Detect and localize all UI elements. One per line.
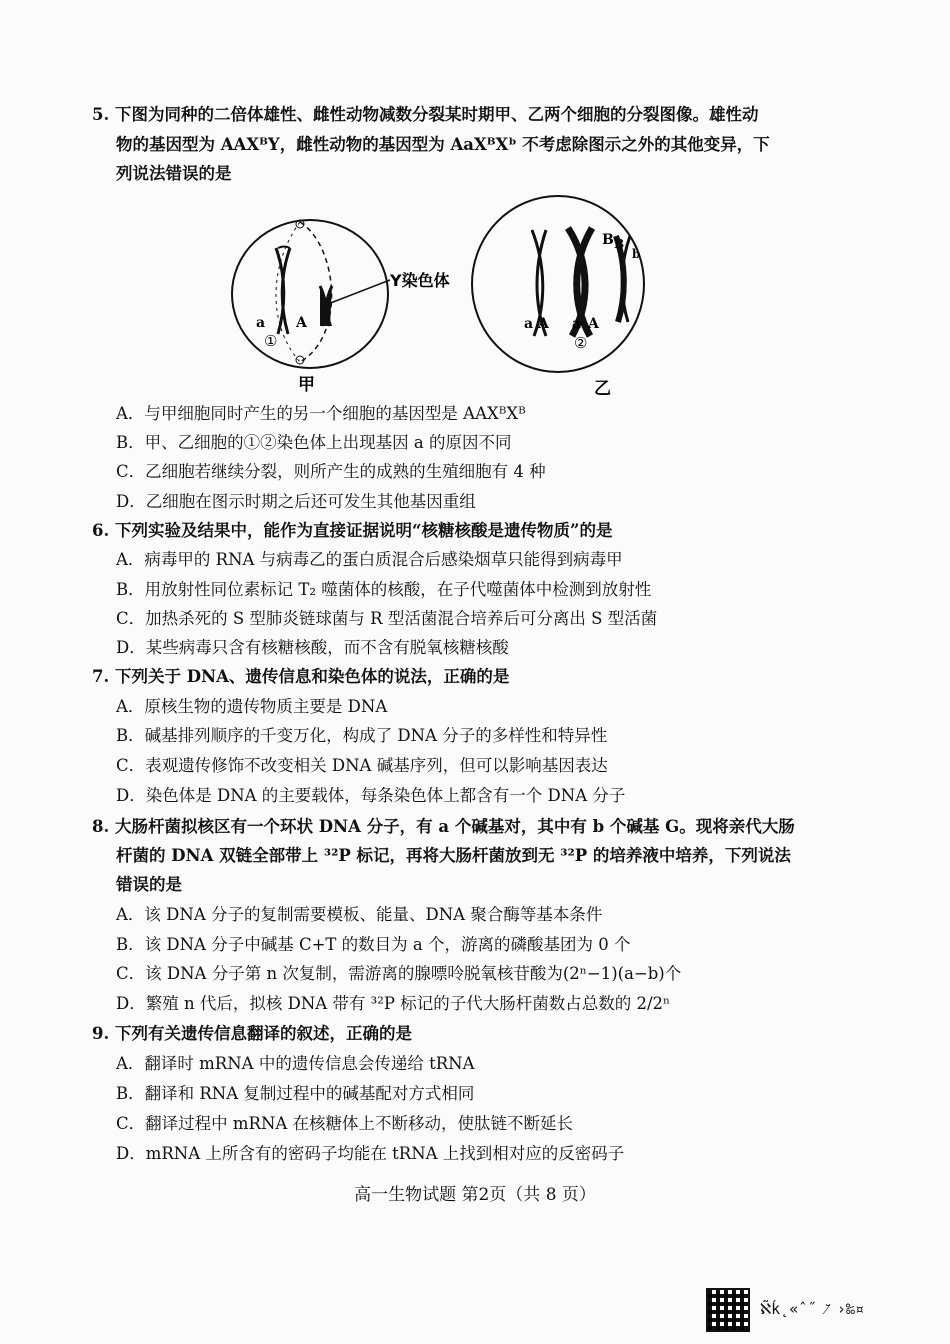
q9-stem: 9. 下列有关遗传信息翻译的叙述，正确的是 — [92, 1024, 412, 1043]
svg-text:B: B — [614, 237, 625, 251]
q5-stem-line1: 5. 下图为同种的二倍体雄性、雌性动物减数分裂某时期甲、乙两个细胞的分裂图像。雄性动 — [92, 105, 759, 124]
svg-text:b: b — [632, 247, 641, 261]
q5-option-b: B．甲、乙细胞的①②染色体上出现基因 a 的原因不同 — [116, 433, 512, 452]
cell-yi — [472, 196, 644, 372]
svg-text:a: a — [524, 316, 534, 332]
meiosis-figure — [228, 186, 648, 406]
svg-text:②: ② — [574, 334, 588, 352]
q9-option-d: D．mRNA 上所含有的密码子均能在 tRNA 上找到相对应的反密码子 — [116, 1144, 625, 1163]
q6-option-a: A．病毒甲的 RNA 与病毒乙的蛋白质混合后感染烟草只能得到病毒甲 — [116, 550, 623, 569]
q7-stem: 7. 下列关于 DNA、遗传信息和染色体的说法，正确的是 — [92, 667, 510, 686]
q8-option-a: A．该 DNA 分子的复制需要模板、能量、DNA 聚合酶等基本条件 — [116, 905, 603, 924]
cell-jia-label: 甲 — [298, 375, 315, 395]
q7-option-d: D．染色体是 DNA 的主要载体，每条染色体上都含有一个 DNA 分子 — [116, 786, 626, 805]
q7-option-a: A．原核生物的遗传物质主要是 DNA — [116, 697, 388, 716]
q5-stem-line3: 列说法错误的是 — [116, 164, 232, 183]
qr-code-icon[interactable] — [706, 1288, 750, 1332]
qr-caption: ℵ̃ḱ˛«ˆ˝ ⁄̆ ›‰¤ — [760, 1300, 864, 1318]
q5-stem-line2: 物的基因型为 AAXᴮY，雌性动物的基因型为 AaXᴮXᵇ 不考虑除图示之外的其他变异，下 — [116, 135, 770, 154]
svg-text:a: a — [256, 315, 266, 331]
q9-option-c: C．翻译过程中 mRNA 在核糖体上不断移动，使肽链不断延长 — [116, 1114, 574, 1133]
q6-option-d: D．某些病毒只含有核糖核酸，而不含有脱氧核糖核酸 — [116, 638, 509, 657]
q9-option-a: A．翻译时 mRNA 中的遗传信息会传递给 tRNA — [116, 1054, 475, 1073]
q8-option-b: B．该 DNA 分子中碱基 C+T 的数目为 a 个，游离的磷酸基团为 0 个 — [116, 935, 631, 954]
q6-option-c: C．加热杀死的 S 型肺炎链球菌与 R 型活菌混合培养后可分离出 S 型活菌 — [116, 609, 658, 628]
y-chromosome-label: Y染色体 — [390, 271, 450, 290]
q6-option-b: B．用放射性同位素标记 T₂ 噬菌体的核酸，在子代噬菌体中检测到放射性 — [116, 580, 652, 599]
q7-option-b: B．碱基排列顺序的千变万化，构成了 DNA 分子的多样性和特异性 — [116, 726, 608, 745]
q5-option-a: A．与甲细胞同时产生的另一个细胞的基因型是 AAXᴮXᴮ — [116, 404, 526, 423]
q6-stem: 6. 下列实验及结果中，能作为直接证据说明“核糖核酸是遗传物质”的是 — [92, 521, 613, 540]
svg-text:①: ① — [264, 332, 278, 350]
q8-stem-line3: 错误的是 — [116, 875, 182, 894]
q8-stem-line2: 杆菌的 DNA 双链全部带上 ³²P 标记，再将大肠杆菌放到无 ³²P 的培养液中培养，下列说法 — [116, 846, 791, 865]
q8-stem-line1: 8. 大肠杆菌拟核区有一个环状 DNA 分子，有 a 个碱基对，其中有 b 个碱基 G。现将亲代大肠 — [92, 817, 795, 836]
cell-yi-label: 乙 — [594, 379, 611, 399]
svg-text:A: A — [296, 315, 307, 331]
svg-text:A: A — [538, 316, 549, 332]
q9-option-b: B．翻译和 RNA 复制过程中的碱基配对方式相同 — [116, 1084, 475, 1103]
page-footer: 高一生物试题 第2页（共 8 页） — [354, 1185, 596, 1205]
svg-text:A: A — [588, 316, 599, 332]
svg-text:a: a — [572, 316, 582, 332]
q5-option-d: D．乙细胞在图示时期之后还可发生其他基因重组 — [116, 492, 476, 511]
q7-option-c: C．表观遗传修饰不改变相关 DNA 碱基序列，但可以影响基因表达 — [116, 756, 608, 775]
svg-text:B: B — [602, 232, 614, 248]
q8-option-d: D．繁殖 n 代后，拟核 DNA 带有 ³²P 标记的子代大肠杆菌数占总数的 2/2ⁿ — [116, 994, 671, 1013]
q5-option-c: C．乙细胞若继续分裂，则所产生的成熟的生殖细胞有 4 种 — [116, 462, 546, 481]
cell-jia — [232, 220, 388, 368]
q8-option-c: C．该 DNA 分子第 n 次复制，需游离的腺嘌呤脱氧核苷酸为(2ⁿ−1)(a−b)个 — [116, 964, 682, 983]
